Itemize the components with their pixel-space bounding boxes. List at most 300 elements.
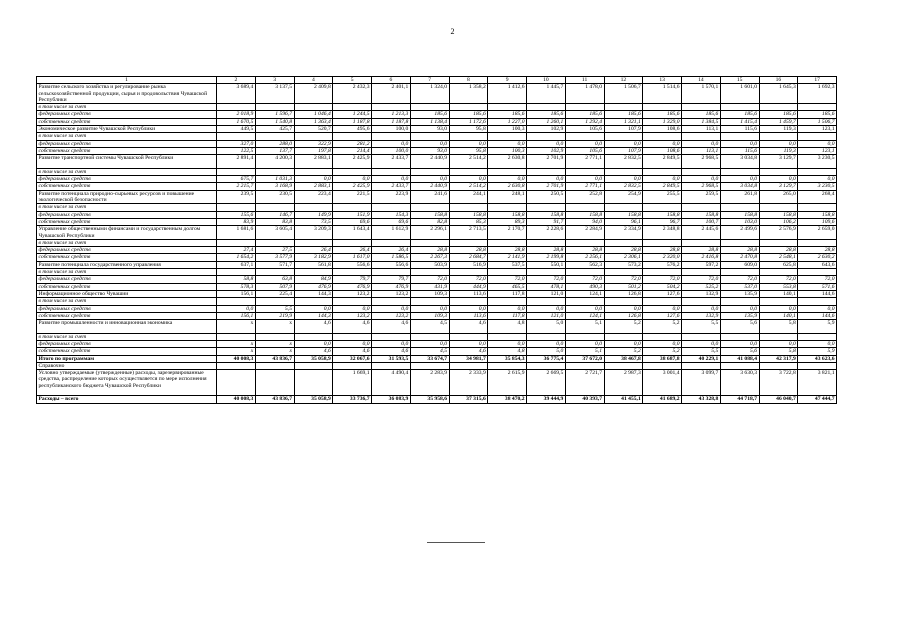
value-cell: 5,2 xyxy=(604,320,643,334)
value-cell: 135,9 xyxy=(720,290,759,297)
value-cell: 0,0 xyxy=(410,140,449,147)
value-cell xyxy=(798,204,837,211)
value-cell: 58,8 xyxy=(217,276,256,283)
value-cell xyxy=(488,168,527,175)
value-cell: 100,0 xyxy=(372,147,411,154)
value-cell: 38 467,8 xyxy=(604,355,643,362)
value-cell: 255,5 xyxy=(643,190,682,204)
value-cell: 113,6 xyxy=(449,290,488,297)
value-cell: 144,6 xyxy=(798,290,837,297)
value-cell: 3 001,4 xyxy=(643,370,682,396)
value-cell: 26,4 xyxy=(333,247,372,254)
value-cell: 105,6 xyxy=(565,147,604,154)
value-cell: 2 320,0 xyxy=(643,254,682,261)
value-cell: 230,5 xyxy=(255,190,294,204)
value-cell: 72,0 xyxy=(643,276,682,283)
value-cell xyxy=(372,104,411,111)
value-cell xyxy=(255,204,294,211)
value-cell: 0,0 xyxy=(527,176,566,183)
value-cell: 4,6 xyxy=(449,348,488,355)
value-cell: 27,4 xyxy=(217,247,256,254)
value-cell: 185,6 xyxy=(682,111,721,118)
value-cell: 2 669,5 xyxy=(527,370,566,396)
value-cell xyxy=(410,269,449,276)
value-cell xyxy=(604,362,643,369)
value-cell xyxy=(759,168,798,175)
value-cell: 1 213,3 xyxy=(372,111,411,118)
value-cell xyxy=(372,333,411,340)
value-cell xyxy=(410,333,449,340)
value-cell xyxy=(488,362,527,369)
value-cell: 0,0 xyxy=(410,176,449,183)
value-cell xyxy=(643,269,682,276)
value-cell: 156,1 xyxy=(217,312,256,319)
header-cell: 9 xyxy=(488,77,527,84)
value-cell: 5,6 xyxy=(720,348,759,355)
value-cell xyxy=(217,133,256,140)
value-cell xyxy=(527,362,566,369)
value-cell: 2 891,4 xyxy=(217,155,256,169)
value-cell: 117,8 xyxy=(488,312,527,319)
value-cell: x xyxy=(255,340,294,347)
value-cell: 94,0 xyxy=(565,218,604,225)
value-cell: 0,0 xyxy=(488,340,527,347)
value-cell: 1 046,4 xyxy=(294,111,333,118)
value-cell xyxy=(410,298,449,305)
header-cell: 17 xyxy=(798,77,837,84)
value-cell: 2 713,5 xyxy=(449,226,488,240)
value-cell xyxy=(527,104,566,111)
value-cell: 0,0 xyxy=(410,340,449,347)
value-cell xyxy=(527,239,566,246)
value-cell: 1 031,3 xyxy=(255,176,294,183)
value-cell xyxy=(255,239,294,246)
row-label: Развитие потенциала природно-сырьевых ресурсов и повышение экологической безопасности xyxy=(37,190,217,204)
header-cell: 16 xyxy=(759,77,798,84)
value-cell: 637,1 xyxy=(217,261,256,268)
value-cell: 1 601,0 xyxy=(720,84,759,104)
value-cell: 2 701,9 xyxy=(527,155,566,169)
value-cell: 144,3 xyxy=(294,312,333,319)
value-cell: 4 200,3 xyxy=(255,155,294,169)
table-row xyxy=(37,118,837,125)
value-cell: 2 701,9 xyxy=(527,183,566,190)
value-cell: 5,5 xyxy=(682,348,721,355)
value-cell: 185,6 xyxy=(410,111,449,118)
value-cell: 2 215,7 xyxy=(217,183,256,190)
value-cell: 43 836,7 xyxy=(255,355,294,362)
value-cell: 3 034,8 xyxy=(720,155,759,169)
value-cell: 96,7 xyxy=(643,218,682,225)
value-cell: 2 499,6 xyxy=(720,226,759,240)
value-cell: 2 771,1 xyxy=(565,183,604,190)
value-cell: 41 088,4 xyxy=(720,355,759,362)
value-cell: 1 669,1 xyxy=(333,370,372,396)
value-cell: 3 209,3 xyxy=(294,226,333,240)
row-label: федеральных средств xyxy=(37,340,217,347)
value-cell: 108,6 xyxy=(643,126,682,133)
value-cell: 185,6 xyxy=(798,111,837,118)
value-cell: 516,9 xyxy=(449,261,488,268)
value-cell: 2 432,3 xyxy=(333,84,372,104)
value-cell: 72,0 xyxy=(410,276,449,283)
value-cell: 250,5 xyxy=(527,190,566,204)
row-label: федеральных средств xyxy=(37,305,217,312)
value-cell xyxy=(565,269,604,276)
value-cell xyxy=(759,298,798,305)
value-cell: 35 058,9 xyxy=(294,396,333,403)
value-cell: 28,8 xyxy=(565,247,604,254)
table-row xyxy=(37,370,837,396)
value-cell xyxy=(333,204,372,211)
value-cell: 35 058,9 xyxy=(294,355,333,362)
value-cell: 113,1 xyxy=(682,126,721,133)
value-cell xyxy=(410,362,449,369)
value-cell: 2 514,2 xyxy=(449,155,488,169)
value-cell xyxy=(255,168,294,175)
value-cell: 124,1 xyxy=(565,290,604,297)
value-cell: 0,0 xyxy=(449,140,488,147)
row-label: в том числе за счет xyxy=(37,168,217,175)
value-cell: 0,0 xyxy=(488,140,527,147)
value-cell: 225,4 xyxy=(255,290,294,297)
value-cell: 2 470,8 xyxy=(720,254,759,261)
header-cell: 13 xyxy=(643,77,682,84)
table-row xyxy=(37,355,837,362)
value-cell xyxy=(759,104,798,111)
value-cell: 571,6 xyxy=(798,283,837,290)
header-cell: 4 xyxy=(294,77,333,84)
value-cell xyxy=(333,168,372,175)
row-label: в том числе за счет xyxy=(37,333,217,340)
value-cell xyxy=(720,204,759,211)
row-label: Развитие транспортной системы Чувашской Республики xyxy=(37,155,217,169)
value-cell: 571,7 xyxy=(255,261,294,268)
value-cell: 2 849,5 xyxy=(643,155,682,169)
table-row xyxy=(37,111,837,118)
value-cell: 46 040,7 xyxy=(759,396,798,403)
value-cell: 72,0 xyxy=(798,276,837,283)
value-cell: 1 412,6 xyxy=(488,84,527,104)
value-cell: 0,0 xyxy=(604,305,643,312)
header-cell: 8 xyxy=(449,77,488,84)
value-cell: 156,1 xyxy=(217,290,256,297)
value-cell: 103,0 xyxy=(720,218,759,225)
value-cell: 32 067,6 xyxy=(333,355,372,362)
value-cell: 4,6 xyxy=(372,348,411,355)
value-cell: 537,5 xyxy=(488,261,527,268)
value-cell: 109,3 xyxy=(410,290,449,297)
value-cell: 91,7 xyxy=(527,218,566,225)
value-cell: 1 645,3 xyxy=(759,84,798,104)
value-cell: 0,0 xyxy=(682,340,721,347)
value-cell: 37 672,0 xyxy=(565,355,604,362)
value-cell: 2 416,8 xyxy=(682,254,721,261)
value-cell: 107,9 xyxy=(604,147,643,154)
value-cell: 1 506,7 xyxy=(604,84,643,104)
value-cell: 85,3 xyxy=(449,218,488,225)
value-cell: 5,1 xyxy=(565,348,604,355)
value-cell: 1 172,6 xyxy=(449,118,488,125)
value-cell xyxy=(294,333,333,340)
value-cell: 2 170,7 xyxy=(488,226,527,240)
value-cell xyxy=(372,133,411,140)
value-cell: 1 617,0 xyxy=(333,254,372,261)
value-cell: 123,2 xyxy=(372,290,411,297)
row-label: собственных средств xyxy=(37,348,217,355)
value-cell: 135,9 xyxy=(720,312,759,319)
value-cell: 72,0 xyxy=(682,276,721,283)
row-label: в том числе за счет xyxy=(37,204,217,211)
value-cell: x xyxy=(217,320,256,334)
value-cell: 100,0 xyxy=(372,126,411,133)
row-label: Итого по программам xyxy=(37,355,217,362)
value-cell xyxy=(527,168,566,175)
value-cell: 0,0 xyxy=(565,340,604,347)
value-cell: 5,6 xyxy=(720,320,759,334)
value-cell xyxy=(798,239,837,246)
value-cell: 2 433,7 xyxy=(372,155,411,169)
value-cell: 0,0 xyxy=(488,305,527,312)
table-row xyxy=(37,133,837,140)
table-row xyxy=(37,155,837,169)
value-cell: 0,0 xyxy=(682,140,721,147)
value-cell: 123,2 xyxy=(372,312,411,319)
table-row xyxy=(37,290,837,297)
value-cell xyxy=(527,298,566,305)
value-cell xyxy=(449,333,488,340)
value-cell: 2 968,5 xyxy=(682,155,721,169)
value-cell: 0,0 xyxy=(527,305,566,312)
value-cell xyxy=(333,362,372,369)
value-cell: 3 099,7 xyxy=(682,370,721,396)
value-cell: 5,0 xyxy=(527,320,566,334)
value-cell: 38 687,8 xyxy=(643,355,682,362)
value-cell: 0,0 xyxy=(720,140,759,147)
value-cell: 1 363,4 xyxy=(294,118,333,125)
value-cell xyxy=(333,298,372,305)
value-cell: 144,3 xyxy=(294,290,333,297)
value-cell: 44 718,7 xyxy=(720,396,759,403)
table-row xyxy=(37,261,837,268)
value-cell xyxy=(449,362,488,369)
value-cell: 0,0 xyxy=(217,305,256,312)
row-label: Управление общественными финансами и государственным долгом Чувашской Республики xyxy=(37,226,217,240)
value-cell: 1 292,4 xyxy=(565,118,604,125)
header-cell: 14 xyxy=(682,77,721,84)
value-cell: 108,6 xyxy=(643,147,682,154)
value-cell xyxy=(604,104,643,111)
value-cell: 5,8 xyxy=(759,320,798,334)
row-label: собственных средств xyxy=(37,283,217,290)
value-cell: 72,0 xyxy=(720,276,759,283)
value-cell xyxy=(565,133,604,140)
value-cell: 69,6 xyxy=(333,218,372,225)
value-cell: 0,0 xyxy=(527,340,566,347)
value-cell xyxy=(565,204,604,211)
value-cell: 244,1 xyxy=(449,190,488,204)
value-cell: 449,5 xyxy=(217,126,256,133)
value-cell: 0,0 xyxy=(759,305,798,312)
value-cell xyxy=(798,362,837,369)
row-label: федеральных средств xyxy=(37,276,217,283)
value-cell: 158,8 xyxy=(527,211,566,218)
table-row xyxy=(37,298,837,305)
header-cell: 7 xyxy=(410,77,449,84)
value-cell: 550,1 xyxy=(527,261,566,268)
value-cell: 40 008,3 xyxy=(217,396,256,403)
value-cell: 185,6 xyxy=(720,111,759,118)
value-cell: 82,8 xyxy=(410,218,449,225)
value-cell: 185,6 xyxy=(565,111,604,118)
value-cell: 79,7 xyxy=(372,276,411,283)
value-cell: 0,0 xyxy=(294,305,333,312)
value-cell xyxy=(294,362,333,369)
value-cell: 1 612,9 xyxy=(372,226,411,240)
value-cell: 1 321,1 xyxy=(604,118,643,125)
value-cell: 2 630,8 xyxy=(488,183,527,190)
value-cell: 158,8 xyxy=(449,211,488,218)
value-cell: 1 244,5 xyxy=(333,111,372,118)
value-cell: 35 854,3 xyxy=(488,355,527,362)
row-label: в том числе за счет xyxy=(37,133,217,140)
value-cell xyxy=(643,333,682,340)
value-cell: 2 433,7 xyxy=(372,183,411,190)
value-cell: 1 384,5 xyxy=(682,118,721,125)
value-cell: x xyxy=(255,348,294,355)
value-cell: 0,0 xyxy=(604,140,643,147)
value-cell: 185,6 xyxy=(643,111,682,118)
value-cell: 93,0 xyxy=(410,147,449,154)
value-cell: 2 296,1 xyxy=(410,226,449,240)
header-cell: 6 xyxy=(372,77,411,84)
value-cell: 72,0 xyxy=(759,276,798,283)
value-cell: 490,3 xyxy=(565,283,604,290)
value-cell: 5,2 xyxy=(604,348,643,355)
value-cell xyxy=(527,204,566,211)
value-cell: 106,2 xyxy=(759,218,798,225)
value-cell: 107,9 xyxy=(604,126,643,133)
value-cell: 36 083,9 xyxy=(372,396,411,403)
value-cell: 537,0 xyxy=(720,283,759,290)
value-cell: 43 623,6 xyxy=(798,355,837,362)
value-cell: 2 684,7 xyxy=(449,254,488,261)
value-cell: 158,8 xyxy=(720,211,759,218)
row-label: Информационное общество Чувашии xyxy=(37,290,217,297)
value-cell: 4,6 xyxy=(372,320,411,334)
value-cell: 562,3 xyxy=(565,261,604,268)
value-cell: 28,8 xyxy=(527,247,566,254)
value-cell: 0,0 xyxy=(759,176,798,183)
value-cell: 197,8 xyxy=(294,147,333,154)
value-cell: 248,1 xyxy=(488,190,527,204)
value-cell: 578,3 xyxy=(217,283,256,290)
value-cell xyxy=(255,370,294,396)
table-row xyxy=(37,396,837,403)
value-cell: 3 821,1 xyxy=(798,370,837,396)
value-cell xyxy=(527,133,566,140)
value-cell: 123,1 xyxy=(798,147,837,154)
value-cell xyxy=(759,269,798,276)
value-cell xyxy=(643,104,682,111)
value-cell xyxy=(604,204,643,211)
value-cell: 2 548,1 xyxy=(759,254,798,261)
value-cell xyxy=(294,168,333,175)
table-row xyxy=(37,269,837,276)
value-cell xyxy=(294,239,333,246)
value-cell xyxy=(643,362,682,369)
value-cell xyxy=(798,133,837,140)
value-cell: 0,0 xyxy=(294,176,333,183)
value-cell: 109,6 xyxy=(798,218,837,225)
value-cell: 33 674,7 xyxy=(410,355,449,362)
value-cell xyxy=(604,333,643,340)
value-cell: 36 775,4 xyxy=(527,355,566,362)
value-cell: 2 199,8 xyxy=(527,254,566,261)
value-cell: 127,6 xyxy=(643,290,682,297)
value-cell xyxy=(604,168,643,175)
value-cell xyxy=(255,298,294,305)
value-cell: 2 348,8 xyxy=(643,226,682,240)
value-cell: 158,8 xyxy=(410,211,449,218)
value-cell: 1 187,8 xyxy=(333,118,372,125)
value-cell xyxy=(565,333,604,340)
value-cell: 4,5 xyxy=(410,348,449,355)
value-cell: 33 736,7 xyxy=(333,396,372,403)
value-cell: 0,0 xyxy=(798,140,837,147)
row-label: в том числе за счет xyxy=(37,104,217,111)
value-cell: 72,0 xyxy=(488,276,527,283)
value-cell: 121,0 xyxy=(527,290,566,297)
value-cell: 1 445,7 xyxy=(527,84,566,104)
value-cell: 520,7 xyxy=(294,126,333,133)
header-cell: 3 xyxy=(255,77,294,84)
value-cell: 127,6 xyxy=(643,312,682,319)
value-cell: 503,9 xyxy=(410,261,449,268)
value-cell: 105,6 xyxy=(565,126,604,133)
table-row xyxy=(37,226,837,240)
value-cell: 126,8 xyxy=(604,290,643,297)
value-cell xyxy=(372,168,411,175)
value-cell: 5,5 xyxy=(682,320,721,334)
value-cell xyxy=(720,333,759,340)
table-row xyxy=(37,333,837,340)
value-cell: 38 470,2 xyxy=(488,396,527,403)
value-cell: 444,9 xyxy=(449,283,488,290)
value-cell: 4,8 xyxy=(488,348,527,355)
value-cell xyxy=(488,269,527,276)
value-cell: 1 227,0 xyxy=(488,118,527,125)
value-cell xyxy=(372,239,411,246)
value-cell: 132,9 xyxy=(682,312,721,319)
value-cell: 2 306,1 xyxy=(604,254,643,261)
row-label: федеральных средств xyxy=(37,211,217,218)
value-cell: 115,6 xyxy=(720,147,759,154)
value-cell xyxy=(255,104,294,111)
value-cell xyxy=(410,239,449,246)
value-cell: 2 445,6 xyxy=(682,226,721,240)
value-cell xyxy=(643,239,682,246)
value-cell: 5,0 xyxy=(527,348,566,355)
value-cell xyxy=(488,204,527,211)
table-row xyxy=(37,340,837,347)
value-cell: 2 832,5 xyxy=(604,183,643,190)
value-cell: 4,6 xyxy=(333,348,372,355)
value-cell xyxy=(217,239,256,246)
value-cell: 501,2 xyxy=(604,283,643,290)
value-cell: 504,2 xyxy=(643,283,682,290)
value-cell xyxy=(798,269,837,276)
